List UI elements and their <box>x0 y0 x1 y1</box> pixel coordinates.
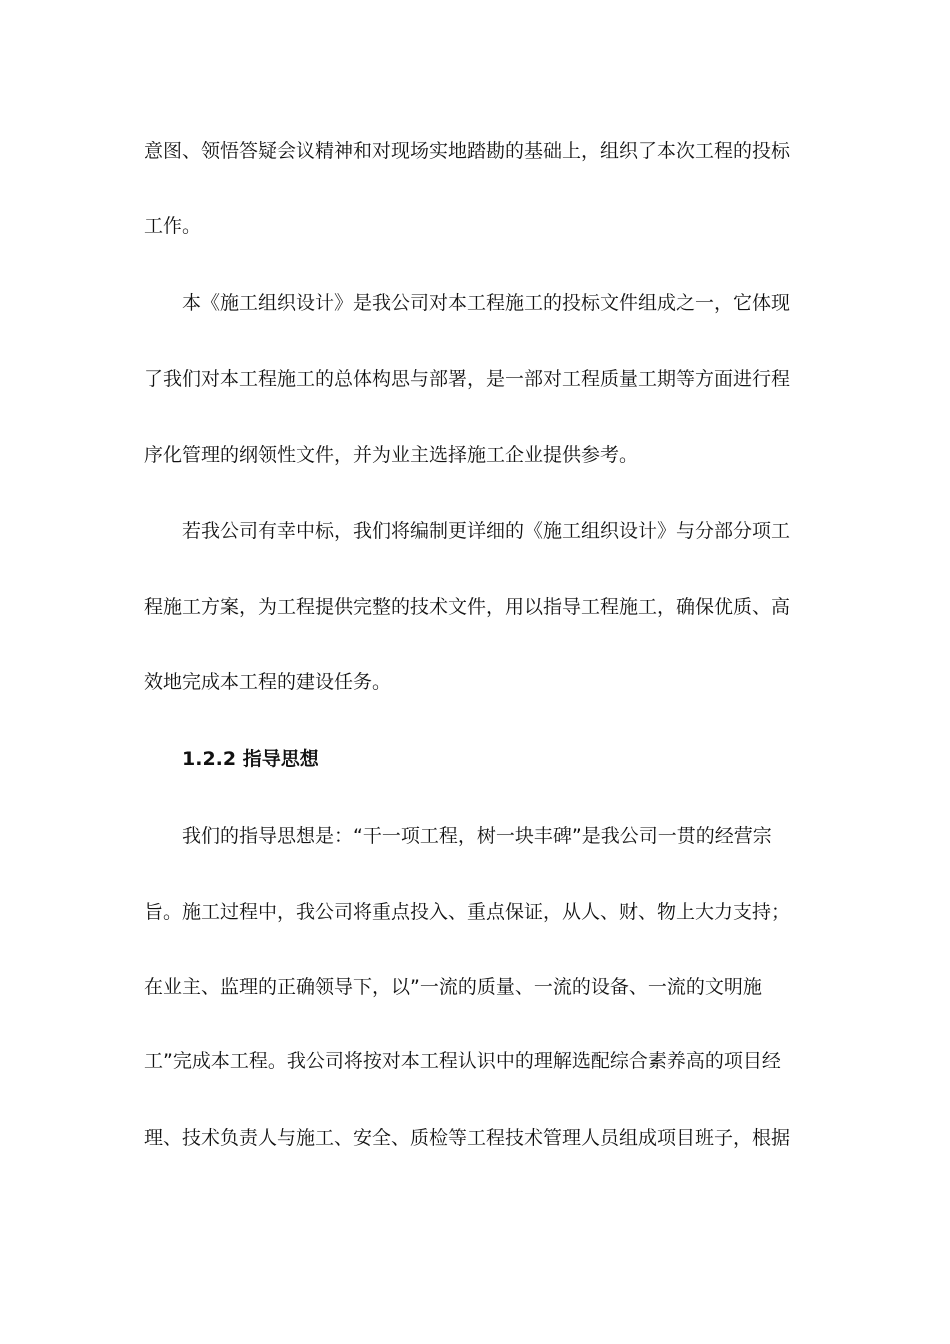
paragraph-3-line-2: 程施工方案，为工程提供完整的技术文件，用以指导工程施工，确保优质、高 <box>144 596 791 618</box>
section-heading: 1.2.2 指导思想 <box>182 748 319 770</box>
paragraph-4-line-1: 我们的指导思想是：“干一项工程，树一块丰碑”是我公司一贯的经营宗 <box>182 825 772 847</box>
paragraph-2-line-1: 本《施工组织设计》是我公司对本工程施工的投标文件组成之一，它体现 <box>182 292 791 314</box>
paragraph-4-line-4: 工”完成本工程。我公司将按对本工程认识中的理解选配综合素养高的项目经 <box>144 1050 781 1072</box>
paragraph-4-line-2: 旨。施工过程中，我公司将重点投入、重点保证，从人、财、物上大力支持； <box>144 901 791 923</box>
paragraph-1-line-1: 意图、领悟答疑会议精神和对现场实地踏勘的基础上，组织了本次工程的投标 <box>144 140 791 162</box>
paragraph-2-line-2: 了我们对本工程施工的总体构思与部署，是一部对工程质量工期等方面进行程 <box>144 368 791 390</box>
paragraph-3-line-3: 效地完成本工程的建设任务。 <box>144 671 392 693</box>
paragraph-2-line-3: 序化管理的纲领性文件，并为业主选择施工企业提供参考。 <box>144 444 639 466</box>
paragraph-3-line-1: 若我公司有幸中标，我们将编制更详细的《施工组织设计》与分部分项工 <box>182 520 791 542</box>
paragraph-1-line-2: 工作。 <box>144 215 202 237</box>
paragraph-4-line-5: 理、技术负责人与施工、安全、质检等工程技术管理人员组成项目班子，根据 <box>144 1127 791 1149</box>
paragraph-4-line-3: 在业主、监理的正确领导下，以”一流的质量、一流的设备、一流的文明施 <box>144 976 762 998</box>
